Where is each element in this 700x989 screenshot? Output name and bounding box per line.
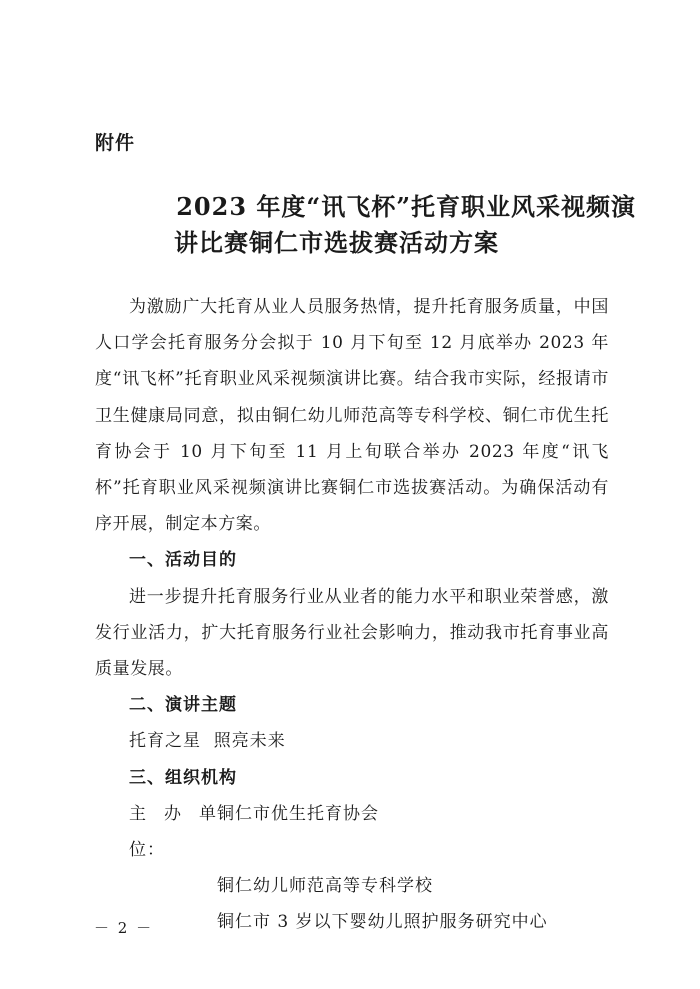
intro-paragraph: 为激励广大托育从业人员服务热情，提升托育服务质量，中国人口学会托育服务分会拟于 10 月下旬至 12 月底举办 2023 年度“讯飞杯”托育职业风采视频演讲比赛。结合我市实际，经报请市卫生健康局同意，拟由铜仁幼儿师范高等专科学校、铜仁市优生托育协会于 10 月下旬至 11 月上旬联合举办 2023 年度“讯飞杯”托育职业风采视频演讲比赛铜仁市选拔赛活动。为确保活动有序开展，制定本方案。: [95, 297, 609, 535]
host-item-2: 铜仁幼儿师范高等专科学校: [217, 876, 433, 897]
title-line-1: 2023 年度“讯飞杯”托育职业风采视频演: [176, 192, 636, 221]
document-body: [95, 289, 609, 941]
host-label: 主办单位：: [129, 803, 217, 861]
purpose-paragraph: 进一步提升托育服务行业从业者的能力水平和职业荣誉感，激发行业活力，扩大托育服务行业社会影响力，推动我市托育事业高质量发展。: [95, 586, 609, 680]
document-title: [96, 189, 636, 261]
page-number: － 2 －: [94, 919, 154, 937]
section-heading-purpose: 一、活动目的: [129, 550, 237, 571]
host-row: [95, 796, 609, 868]
section-heading-organization: 三、组织机构: [129, 767, 237, 788]
theme-text: 托育之星 照亮未来: [129, 731, 286, 752]
section-heading-theme: 二、演讲主题: [129, 695, 237, 716]
host-item-1: 铜仁市优生托育协会: [217, 803, 379, 824]
attachment-label: 附件: [95, 132, 136, 154]
host-item-3: 铜仁市 3 岁以下婴幼儿照护服务研究中心: [217, 912, 548, 933]
title-line-2: 讲比赛铜仁市选拔赛活动方案: [174, 228, 499, 257]
